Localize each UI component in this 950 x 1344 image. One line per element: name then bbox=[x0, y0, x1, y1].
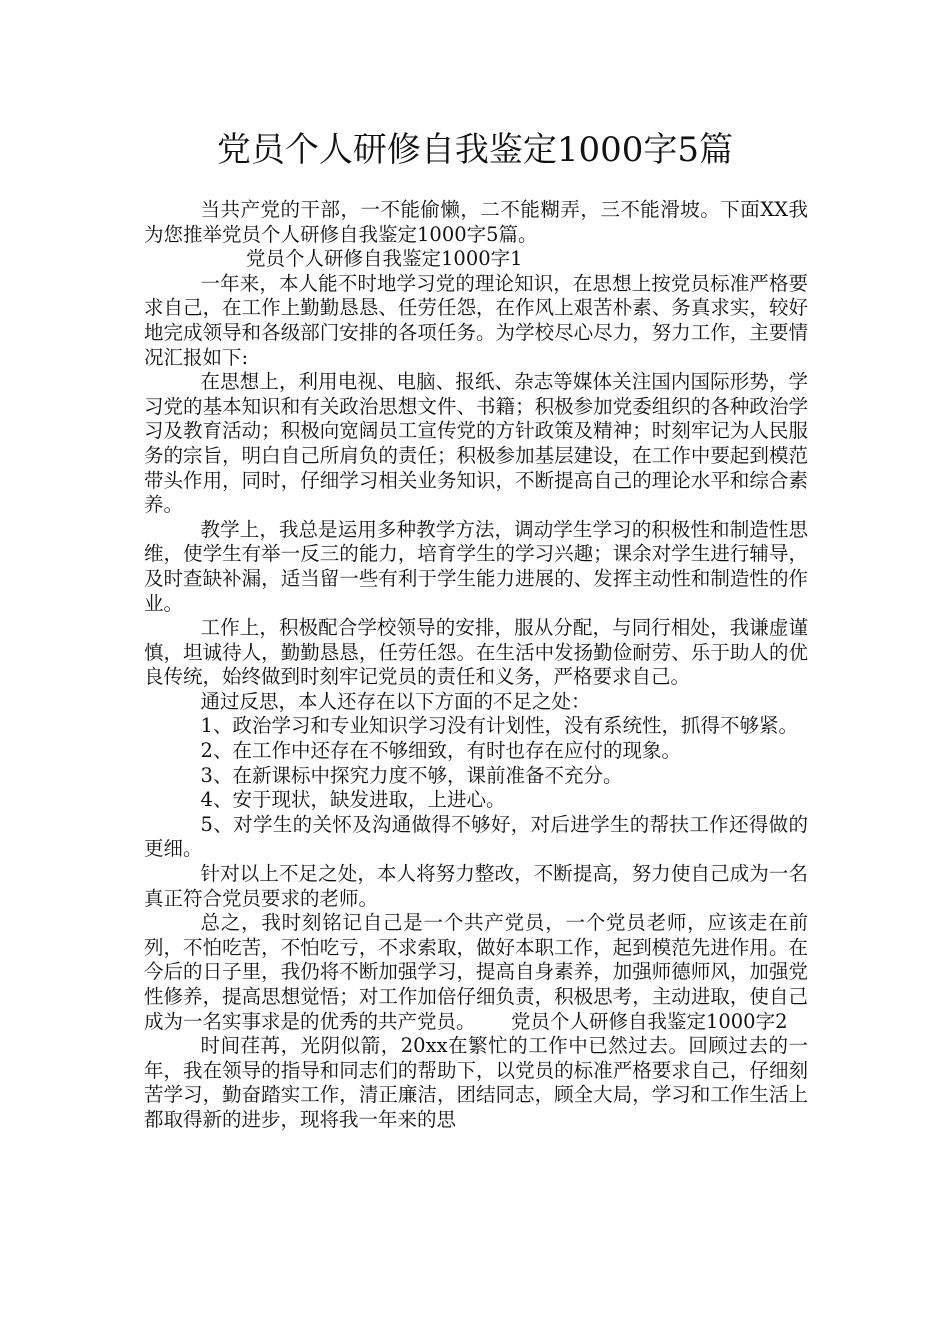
list-item: 2、在工作中还存在不够细致，有时也存在应付的现象。 bbox=[200, 739, 681, 763]
body-paragraph: 工作上，积极配合学校领导的安排，服从分配，与同行相处，我谦虚谨慎，坦诚待人，勤勤恳恳，任劳任怨。在生活中发扬勤俭耐劳、乐于助人的优良传统，始终做到时刻牢记党员的责任和义务，严格要求自己。 bbox=[144, 616, 808, 689]
body-paragraph: 针对以上不足之处，本人将努力整改，不断提高，努力使自己成为一名真正符合党员要求的老师。 bbox=[144, 862, 808, 910]
list-item: 1、政治学习和专业知识学习没有计划性，没有系统性，抓得不够紧。 bbox=[200, 714, 798, 738]
body-paragraph: 一年来，本人能不时地学习党的理论知识，在思想上按党员标准严格要求自己，在工作上勤勤恳恳、任劳任怨，在作风上艰苦朴素、务真求实，较好地完成领导和各级部门安排的各项任务。为学校尽心尽力，努力工作，主要情况汇报如下: bbox=[144, 271, 808, 369]
document-body bbox=[144, 198, 808, 1133]
body-paragraph: 总之，我时刻铭记自己是一个共产党员，一个党员老师，应该走在前列，不怕吃苦，不怕吃亏，不求索取，做好本职工作，起到模范先进作用。在今后的日子里，我仍将不断加强学习，提高自身素养，加强师德师风，加强党性修养，提高思想觉悟；对工作加倍仔细负责，积极思考，主动进取，使自己成为一名实事求是的优秀的共产党员。 党员个人研修自我鉴定1000字2 bbox=[144, 911, 808, 1033]
body-paragraph: 通过反思，本人还存在以下方面的不足之处： bbox=[200, 689, 591, 713]
section-heading-1: 党员个人研修自我鉴定1000字1 bbox=[246, 247, 523, 271]
intro-paragraph: 当共产党的干部，一不能偷懒，二不能糊弄，三不能滑坡。下面XX我为您推举党员个人研修自我鉴定1000字5篇。 bbox=[144, 198, 808, 246]
list-item: 3、在新课标中探究力度不够，课前准备不充分。 bbox=[200, 763, 623, 787]
body-paragraph: 在思想上，利用电视、电脑、报纸、杂志等媒体关注国内国际形势，学习党的基本知识和有关政治思想文件、书籍；积极参加党委组织的各种政治学习及教育活动；积极向宽阔员工宣传党的方针政策及精神；时刻牢记为人民服务的宗旨，明白自己所肩负的责任；积极参加基层建设，在工作中要起到模范带头作用，同时，仔细学习相关业务知识，不断提高自己的理论水平和综合素养。 bbox=[144, 370, 808, 517]
document-title: 党员个人研修自我鉴定1000字5篇 bbox=[216, 130, 734, 170]
body-paragraph: 教学上，我总是运用多种教学方法，调动学生学习的积极性和制造性思维，使学生有举一反三的能力，培育学生的学习兴趣；课余对学生进行辅导，及时查缺补漏，适当留一些有利于学生能力进展的、发挥主动性和制造性的作业。 bbox=[144, 517, 808, 615]
body-paragraph: 时间荏苒，光阴似箭，20xx在繁忙的工作中已然过去。回顾过去的一年，我在领导的指导和同志们的帮助下，以党员的标准严格要求自己，仔细刻苦学习，勤奋踏实工作，清正廉洁，团结同志，顾全大局，学习和工作生活上都取得新的进步，现将我一年来的思 bbox=[144, 1034, 808, 1131]
list-item: 4、安于现状，缺发进取，上进心。 bbox=[200, 788, 506, 812]
list-item: 5、对学生的关怀及沟通做得不够好，对后进学生的帮扶工作还得做的更细。 bbox=[144, 812, 808, 861]
